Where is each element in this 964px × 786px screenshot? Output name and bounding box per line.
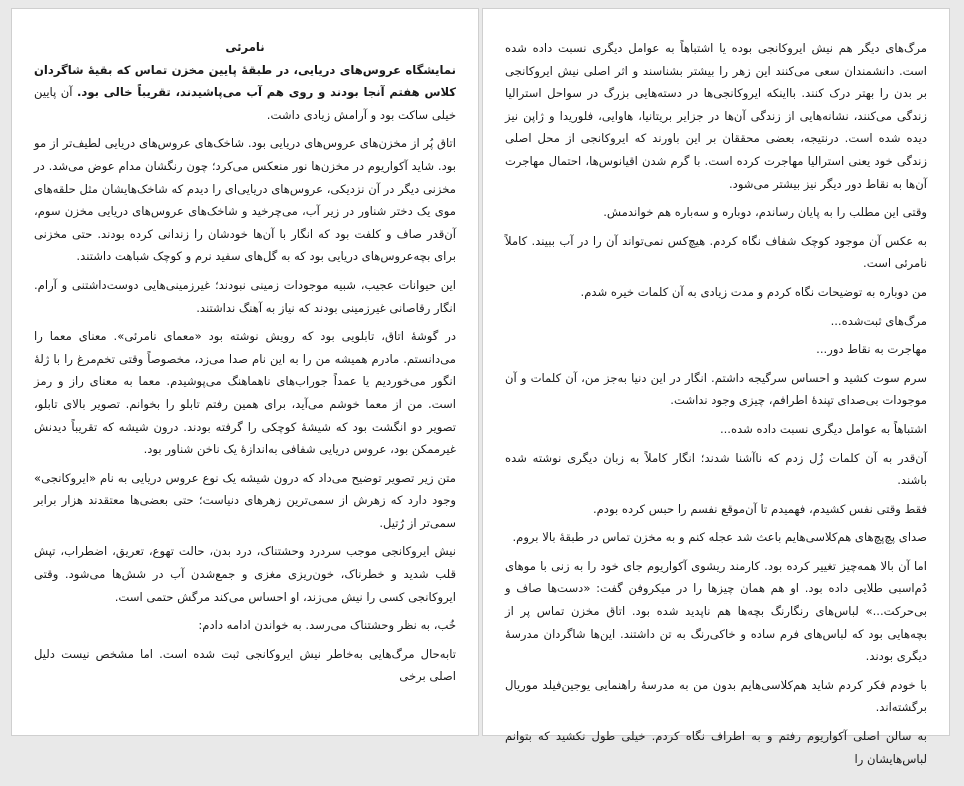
paragraph: صدای پچ‌پچ‌های هم‌کلاسی‌هایم باعث شد عجله کنم و به مخزن تماس در طبقهٔ بالا بروم. (512, 530, 927, 545)
page-left-text (12, 9, 478, 704)
paragraph: مرگ‌های دیگر هم نیش ایروکانجی بوده یا اشتباهاً به عوامل دیگری نسبت داده شده است. دانشمندان سعی می‌کنند این زهر را بیشتر بشناسند و اثر اصلی نیش ایروکانجی بر بدن را بهتر درک کنند. بااینکه ایروکانجی‌ها در دسته‌هایی بزرگ در سواحل استرالیا زندگی می‌کنند، نشانه‌هایی از زندگی آن‌ها در جزایر بریتانیا، هاوایی، فلوریدا و ژاپن نیز دیده شده است. درنتیجه، بعضی محققان بر این باورند که ایروکانجی از محل اصلی زندگی خود یعنی استرالیا مهاجرت کرده است. با گرم شدن اقیانوس‌ها، احتمال مهاجرت آن‌ها به نقاط دور دیگر نیز بیشتر می‌شود. (505, 41, 927, 191)
paragraph: متن زیر تصویر توضیح می‌داد که درون شیشه یک نوع عروس دریایی به نام «ایروکانجی» وجود دارد که زهرش از سمی‌ترین زهرهای دنیاست؛ حتی بعضی‌ها معتقدند هزار برابر سمی‌تر از رُتیل. (34, 470, 456, 530)
bold-lead-text: نمایشگاه عروس‌های دریایی، در طبقهٔ پایین مخزن تماس که بقیهٔ شاگردان کلاس هفتم آنجا بودند و روی هم آب می‌پاشیدند، تقریباً خالی بود. (34, 62, 456, 100)
book-page-right (482, 8, 950, 766)
paragraph: آن‌قدر به آن کلمات زُل زدم که ناآشنا شدند؛ انگار کاملاً به زبان دیگری نوشته شده باشند. (505, 450, 927, 488)
paragraph: اتاق پُر از مخزن‌های عروس‌های دریایی بود. شاخک‌های عروس‌های دریایی لطیف‌تر از مو بود. شاید آکواریوم در مخزن‌ها نور منعکس می‌کرد؛ چون رنگشان مدام عوض می‌شد. در مخزنی دیگر در آن نزدیکی، عروس‌های دریایی‌ای را دیدم که شاخک‌هایشان مثل حلقه‌های موی یک دختر شناور در زیر آب، می‌چرخید و شاخک‌های عروس‌های دریایی مخزن سوم، آن‌قدر صاف و کلفت بود که انگار با آن‌ها خودشان را زندانی کرده بودند. حتی مخزنی برای بچه‌عروس‌های دریایی بود که به گل‌های سفید نرم و کوچک شباهت داشتند. (34, 136, 456, 264)
paragraph: فقط وقتی نفس کشیدم، فهمیدم تا آن‌موقع نفسم را حبس کرده بودم. (592, 501, 927, 516)
paragraph: مرگ‌های ثبت‌شده... (830, 313, 927, 328)
paragraph-text: آن پایین خیلی ساکت بود و آرامش زیادی داشت. (34, 85, 456, 122)
chapter-title: نامرئی (225, 40, 265, 54)
paragraph: تابه‌حال مرگ‌هایی به‌خاطر نیش ایروکانجی ثبت شده است. اما مشخص نیست دلیل اصلی برخی (34, 646, 456, 684)
page-right-text (483, 9, 949, 786)
paragraph: نیش ایروکانجی موجب سردرد وحشتناک، درد بدن، حالت تهوع، تعریق، اضطراب، تپش قلب شدید و خطرناک، خون‌ریزی مغزی و جمع‌شدن آب در شش‌ها می‌شود. وقتی ایروکانجی کسی را نیش می‌زند، او احساس می‌کند مرگش حتمی است. (34, 544, 456, 604)
paragraph: وقتی این مطلب را به پایان رساندم، دوباره و سه‌باره هم خواندمش. (603, 205, 927, 220)
paragraph: در گوشهٔ اتاق، تابلویی بود که رویش نوشته بود «معمای نامرئی». معنای معما را می‌دانستم. مادرم همیشه من را به این نام صدا می‌زد، مخصوصاً وقتی تخم‌مرغ را با ژلهٔ انگور می‌خوردیم یا عمداً جوراب‌های ناهماهنگ می‌پوشیدم. معما به معنای راز و رمز است. من از معما خوشم می‌آید، برای همین رفتم تابلو را بخوانم. تصویر بالای تابلو، تصویر دو انگشت بود که شیشهٔ کوچکی را گرفته بودند. درون شیشه که تقریباً دیدنش غیرممکن بود، عروس دریایی شفافی به‌اندازهٔ یک ناخن شناور بود. (34, 329, 456, 457)
paragraph: به عکس آن موجود کوچک شفاف نگاه کردم. هیچ‌کس نمی‌تواند آن را در آب ببیند. کاملاً نامرئی است. (505, 233, 927, 271)
paragraph: خُب، به نظر وحشتناک می‌رسد. به خواندن ادامه دادم: (198, 618, 456, 633)
paragraph: با خودم فکر کردم شاید هم‌کلاسی‌هایم بدون من به مدرسهٔ راهنمایی یوجین‌فیلد موریال برگشته‌اند. (505, 677, 927, 715)
paragraph: به سالن اصلی آکواریوم رفتم و به اطراف نگاه کردم. خیلی طول نکشید که بتوانم لباس‌هایشان را (505, 729, 927, 766)
paragraph: اما آن بالا همه‌چیز تغییر کرده بود. کارمند ریشوی آکواریوم جای خود را به زنی با موهای دُم‌اسبی طلایی داده بود. او هم همان چیزها را در میکروفن گفت: «دست‌ها صاف و بی‌حرکت...» لباس‌های رنگارنگ بچه‌ها هم ناپدید شده بود. اتاق مخزن تماس پر از بچه‌هایی بود که لباس‌های فرم ساده و خاکی‌رنگ به تن داشتند. این‌ها شاگردان مدرسهٔ دیگری بودند. (505, 558, 927, 664)
paragraph: مهاجرت به نقاط دور... (816, 342, 927, 357)
paragraph: سرم سوت کشید و احساس سرگیجه داشتم. انگار در این دنیا به‌جز من، آن کلمات و آن موجودات بی‌صدای تپندهٔ اطرافم، چیزی وجود نداشت. (505, 370, 927, 408)
paragraph (34, 59, 456, 127)
paragraph: این حیوانات عجیب، شبیه موجودات زمینی نبودند؛ غیرزمینی‌هایی دوست‌داشتنی و آرام. انگار رقاصانی غیرزمینی بودند که نیاز به آهنگ نداشتند. (34, 277, 456, 315)
paragraph: اشتباهاً به عوامل دیگری نسبت داده شده... (719, 421, 927, 436)
paragraph: من دوباره به توضیحات نگاه کردم و مدت زیادی به آن کلمات خیره شدم. (580, 284, 927, 299)
book-page-left (11, 8, 479, 736)
